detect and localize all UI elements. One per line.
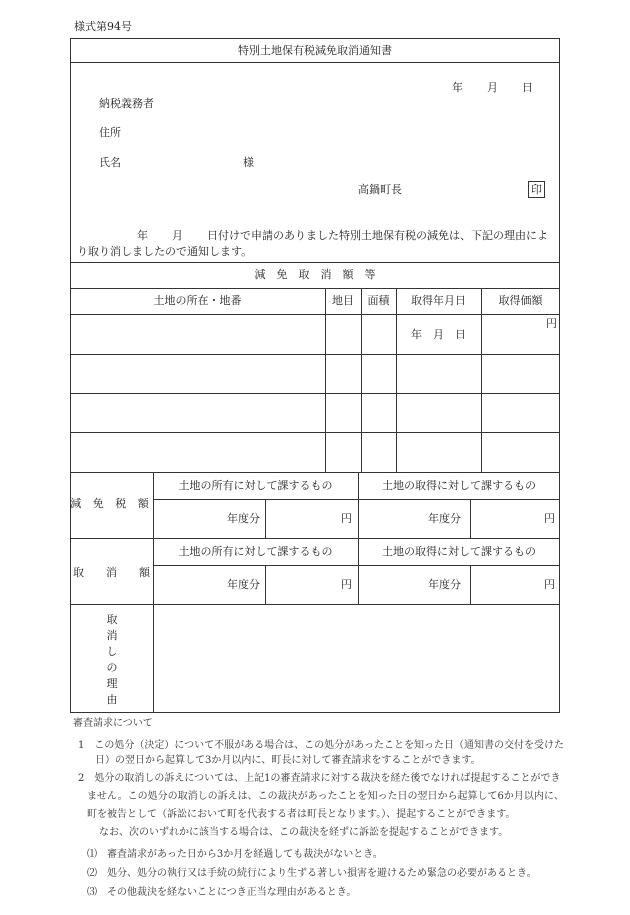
land-row1-currency: 円 [546, 317, 557, 330]
header-land-location: 土地の所在・地番 [153, 294, 242, 307]
header-land-category: 地目 [332, 294, 354, 307]
cancel-header-line [153, 565, 560, 566]
date-year: 年 [452, 81, 463, 94]
notes-line-4: ません。この処分の取消しの訴えは、この裁決があったことを知った日の翌日から起算して6か月以内に、 [87, 791, 564, 802]
exemption-inner-line-1 [265, 499, 266, 538]
notes-line-7: ⑴ 審査請求があった日から3か月を経過しても裁決がないとき。 [87, 849, 383, 860]
date-month: 月 [487, 81, 498, 94]
exemption-col-ownership: 土地の所有に対して課するもの [178, 479, 333, 492]
land-table-bottom [70, 472, 560, 473]
cancel-year-2: 年度分 [428, 578, 461, 591]
land-row-line-3 [70, 432, 560, 433]
notes-line-3: 2 処分の取消しの訴えについては、上記1の審査請求に対する裁決を経た後でなければ提起することができ [78, 773, 561, 784]
land-col-line-4 [481, 288, 482, 472]
reason-char-2: 消 [106, 629, 118, 642]
title-divider [70, 62, 560, 63]
form-number: 様式第94号 [74, 20, 132, 33]
date-day: 日 [522, 81, 533, 94]
cancel-col-ownership: 土地の所有に対して課するもの [178, 545, 333, 558]
seal-mark: 印 [528, 181, 545, 198]
notes-line-5: 町を被告として（訴訟において町を代表する者は町長となります。）、提起することができます。 [87, 809, 516, 820]
exemption-header-line [153, 499, 560, 500]
exemption-inner-line-2 [470, 499, 471, 538]
land-header-bottom [70, 314, 560, 315]
land-col-line-3 [396, 288, 397, 472]
reason-char-3: し [106, 645, 118, 658]
cancel-inner-line-2 [470, 565, 471, 604]
land-row-line-1 [70, 354, 560, 355]
exemption-bottom [70, 538, 560, 539]
address-label: 住所 [99, 126, 121, 139]
form-frame [70, 38, 560, 713]
issuer-name: 高鍋町長 [358, 183, 402, 196]
notes-heading: 審査請求について [73, 718, 153, 729]
header-acquisition-price: 取得価額 [498, 294, 543, 307]
header-acquisition-date: 取得年月日 [411, 294, 466, 307]
cancel-yen-1: 円 [341, 578, 352, 591]
exemption-yen-1: 円 [341, 512, 352, 525]
notes-line-1: 1 この処分（決定）について不服がある場合は、この処分があったことを知った日（通知書の交付を受けた [78, 740, 565, 751]
cancel-bottom [70, 604, 560, 605]
exemption-label: 減 免 税 額 [70, 497, 153, 510]
form-title: 特別土地保有税減免取消通知書 [238, 44, 392, 57]
header-area: 面積 [367, 294, 390, 307]
land-col-line-1 [325, 288, 326, 472]
exemption-year-1: 年度分 [227, 512, 260, 525]
reason-char-4: の [106, 661, 118, 674]
notes-line-9: ⑶ その他裁決を経ないことにつき正当な理由があるとき。 [87, 887, 357, 898]
taxpayer-label: 納税義務者 [99, 97, 154, 110]
reason-char-5: 理 [106, 677, 118, 690]
notice-year: 年 [137, 229, 148, 242]
cancel-col-acquisition: 土地の取得に対して課するもの [382, 545, 536, 558]
amount-label-col-line [153, 472, 154, 713]
cancel-year-1: 年度分 [227, 578, 260, 591]
reason-char-1: 取 [106, 613, 118, 626]
exemption-year-2: 年度分 [428, 512, 461, 525]
name-honorific: 様 [243, 156, 254, 169]
notes-line-2: 日）の翌日から起算して3か月以内に、町長に対して審査請求をすることができます。 [95, 755, 481, 766]
notes-line-6: なお、次のいずれかに該当する場合は、この裁決を経ずに訴訟を提起することができます。 [99, 827, 509, 838]
cancel-label: 取 消 額 [73, 566, 150, 579]
cancel-yen-2: 円 [544, 578, 555, 591]
notice-month: 月 [172, 229, 183, 242]
name-label: 氏名 [99, 156, 121, 169]
exemption-yen-2: 円 [544, 512, 555, 525]
notes-line-8: ⑵ 処分、処分の執行又は手続の続行により生ずる著しい損害を避けるため緊急の必要があるとき。 [87, 868, 537, 879]
cancel-inner-line-1 [265, 565, 266, 604]
notice-rest: 日付けで申請のありました特別土地保有税の減免は、下記の理由により取り消しましたので通知します。 [77, 229, 548, 258]
land-row-line-2 [70, 393, 560, 394]
reason-char-6: 由 [106, 693, 118, 706]
amount-mid-col-line [358, 472, 359, 604]
land-row1-date: 年 月 日 [411, 328, 466, 341]
section-title: 減 免 取 消 額 等 [254, 268, 376, 281]
section-divider [70, 262, 560, 263]
section-title-bottom [70, 288, 560, 289]
exemption-col-acquisition: 土地の取得に対して課するもの [382, 479, 536, 492]
notice-text [77, 228, 557, 260]
land-col-line-2 [361, 288, 362, 472]
